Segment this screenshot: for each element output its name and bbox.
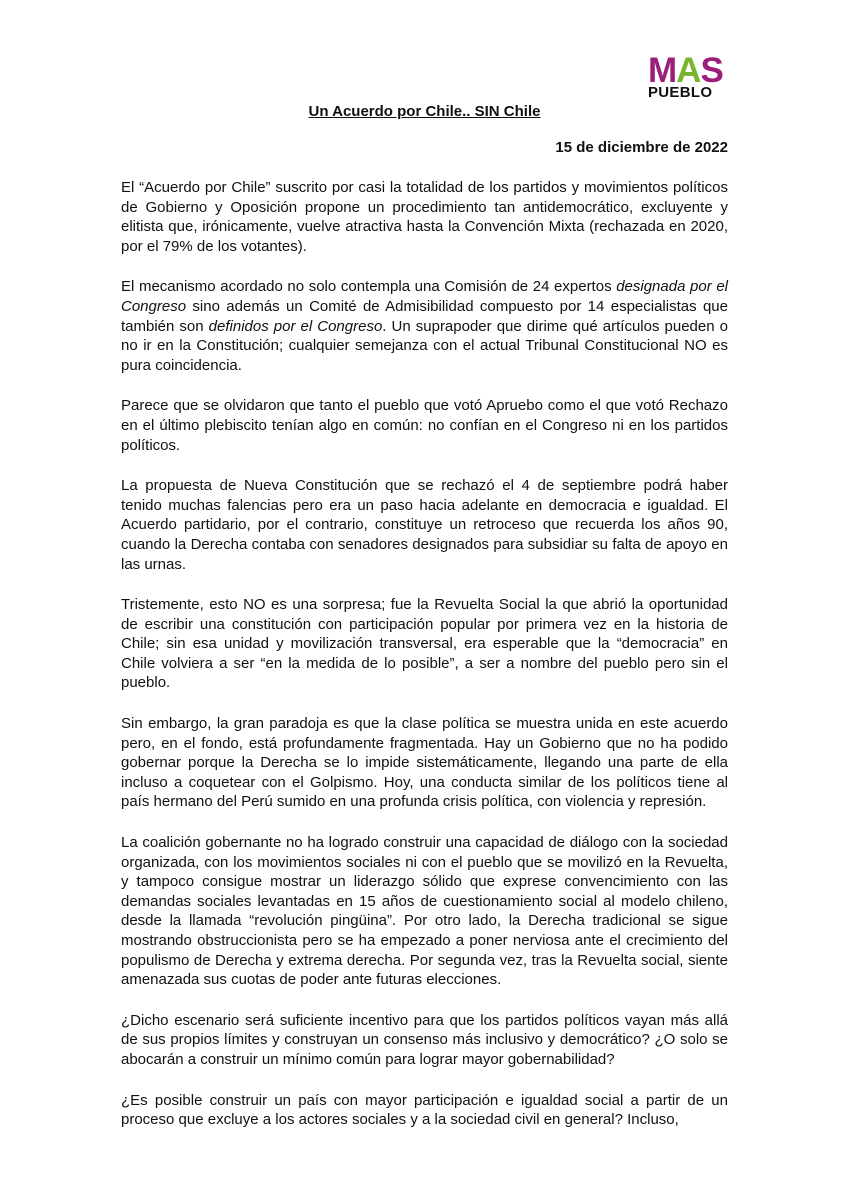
logo-pueblo-wordmark: PUEBLO <box>648 84 713 101</box>
logo-letter-s: S <box>700 51 723 90</box>
logo-letter-a: A <box>676 51 701 90</box>
paragraph-5: Tristemente, esto NO es una sorpresa; fue la Revuelta Social la que abrió la oportunidad de escribir una constitución con participación popular por primera vez en la historia de Chile; sin esa unidad y movilización transversal, era esperable que la “democracia” en Chile volviera a ser “en la medida de lo posible”, a ser a nombre del pueblo pero sin el pueblo. <box>121 596 728 692</box>
paragraph-2-text-c: . Un suprapoder que dirime qué artículos pueden o no ir en la Constitución; cualquier semejanza con el actual Tribunal Constitucional NO es pura coincidencia. <box>121 317 728 374</box>
paragraph-1: El “Acuerdo por Chile” suscrito por casi la totalidad de los partidos y movimientos políticos de Gobierno y Oposición propone un procedimiento tan antidemocrático, excluyente y elitista que, irónicamente, vuelve atractiva hasta la Convención Mixta (rechazada en 2020, por el 79% de los votantes). <box>121 179 728 255</box>
paragraph-9: ¿Es posible construir un país con mayor participación e igualdad social a partir de un proceso que excluye a los actores sociales y a la sociedad civil en general? Incluso, <box>121 1091 728 1129</box>
document-body <box>121 178 728 1151</box>
logo-letter-m: M <box>648 51 677 90</box>
paragraph-6: Sin embargo, la gran paradoja es que la clase política se muestra unida en este acuerdo pero, en el fondo, está profundamente fragmentada. Hay un Gobierno que no ha podido gobernar porque la Derecha se lo impide sistemáticamente, llegando una parte de ella incluso a coquetear con el Golpismo. Hoy, una conducta similar de los políticos tiene al país hermano del Perú sumido en una profunda crisis política, con violencia y represión. <box>121 715 728 811</box>
paragraph-7: La coalición gobernante no ha logrado construir una capacidad de diálogo con la sociedad organizada, con los movimientos sociales ni con el pueblo que se movilizó en la Revuelta, y tampoco consigue mostrar un liderazgo sólido que exprese convencimiento con las demandas sociales levantadas en 15 años de cuestionamiento social al modelo chileno, desde la llamada “revolución pingüina”. Por otro lado, la Derecha tradicional se sigue mostrando obstruccionista pero se ha empezado a poner nerviosa ante el crecimiento del populismo de Derecha y extrema derecha. Por segunda vez, tras la Revuelta social, siente amenazada sus cuotas de poder ante futuras elecciones. <box>121 834 728 989</box>
paragraph-2-text-b: sino además un Comité de Admisibilidad compuesto por 14 especialistas que también son <box>121 297 728 335</box>
paragraph-2 <box>121 277 728 375</box>
paragraph-2-emphasis-a: designada por el Congreso <box>121 278 728 315</box>
paragraph-8: ¿Dicho escenario será suficiente incentivo para que los partidos políticos vayan más allá de sus propios límites y construyan un consenso más inclusivo y democrático? ¿O solo se abocarán a construir un mínimo común para lograr mayor gobernabilidad? <box>121 1011 728 1068</box>
paragraph-4: La propuesta de Nueva Constitución que se rechazó el 4 de septiembre podrá haber tenido muchas falencias pero era un paso hacia adelante en democracia e igualdad. El Acuerdo partidario, por el contrario, constituye un retroceso que recuerda los años 90, cuando la Derecha contaba con senadores designados para subsidiar su falta de apoyo en las urnas. <box>121 477 728 573</box>
paragraph-2-text-a: El mecanismo acordado no solo contempla una Comisión de 24 expertos <box>121 278 617 296</box>
paragraph-2-emphasis-b: definidos por el Congreso <box>208 317 383 335</box>
paragraph-3: Parece que se olvidaron que tanto el pueblo que votó Apruebo como el que votó Rechazo en el último plebiscito tenían algo en común: no confían en el Congreso ni en los partidos políticos. <box>121 397 728 454</box>
document-title: Un Acuerdo por Chile.. SIN Chile <box>308 103 541 120</box>
mas-pueblo-logo <box>648 51 728 101</box>
document-date: 15 de diciembre de 2022 <box>555 139 728 156</box>
